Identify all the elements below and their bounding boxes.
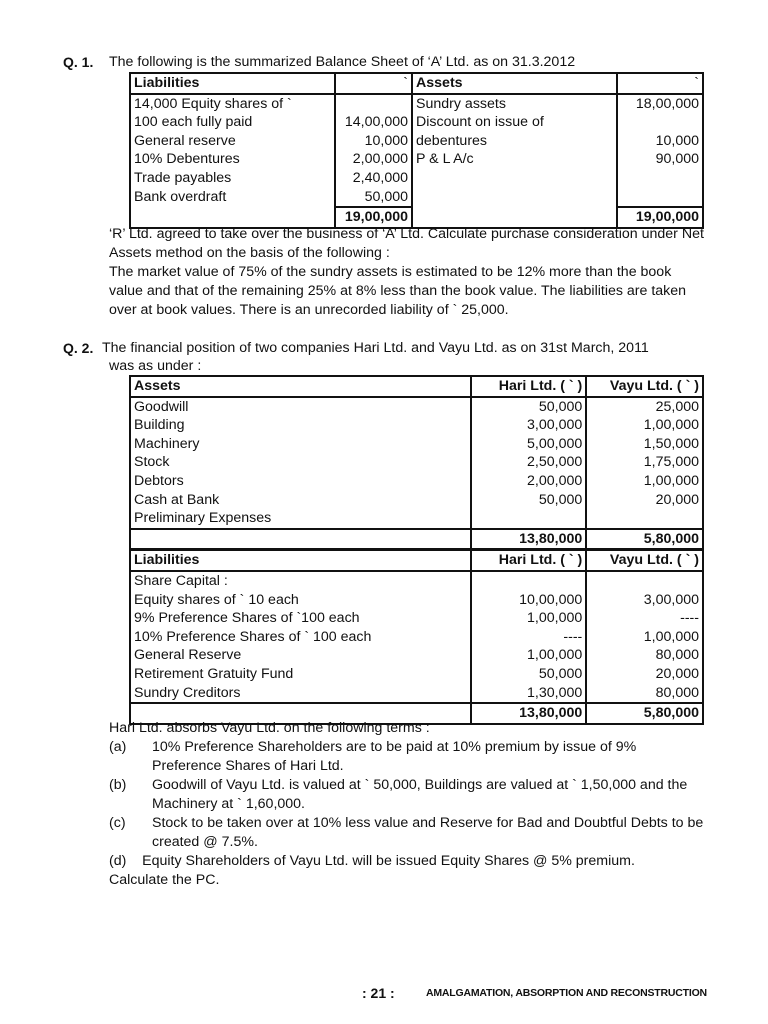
table-row: 10% Debentures 2,00,000 P & L A/c 90,000 — [130, 150, 703, 169]
table-row: General Reserve 1,00,000 80,000 — [130, 646, 703, 665]
q2-assets-header-row — [130, 376, 703, 397]
q2-term-d: (d) Equity Shareholders of Vayu Ltd. will be issued Equity Shares @ 5% premium. — [109, 853, 635, 869]
q1-intro: The following is the summarized Balance Sheet of ‘A’ Ltd. as on 31.3.2012 — [109, 54, 576, 70]
q2-assets-total-vayu: 5,80,000 — [643, 530, 699, 547]
q2-assets-header: Assets — [130, 376, 471, 397]
q2-vayu-header: Vayu Ltd. ( ` ) — [609, 378, 699, 394]
table-row: Stock 2,50,000 1,75,000 — [130, 453, 703, 472]
q1-liab-currency: ` — [335, 73, 412, 94]
q2-liab-header-row — [130, 550, 703, 571]
table-row: Trade payables 2,40,000 — [130, 169, 703, 188]
q2-liab-total-vayu: 5,80,000 — [643, 705, 699, 722]
table-row: Share Capital : — [130, 571, 703, 591]
q2-term-b: (b) Goodwill of Vayu Ltd. is valued at ` 50,000, Buildings are valued at ` 1,50,000 and the Machinery at ` 1,60,000. — [109, 777, 688, 812]
q1-header-row — [130, 73, 703, 94]
q2-intro-line2: was as under : — [109, 358, 202, 374]
table-row: 9% Preference Shares of `100 each 1,00,000 ---- — [130, 609, 703, 628]
q1-assets-currency: ` — [694, 75, 699, 91]
table-row: Retirement Gratuity Fund 50,000 20,000 — [130, 665, 703, 684]
q1-balance-sheet — [129, 72, 704, 229]
table-row: Building 3,00,000 1,00,000 — [130, 416, 703, 435]
table-row: 14,000 Equity shares of ` Sundry assets 18,00,000 — [130, 94, 703, 114]
table-row: Bank overdraft 50,000 — [130, 188, 703, 208]
table-row: Preliminary Expenses — [130, 509, 703, 529]
footer-title: AMALGAMATION, ABSORPTION AND RECONSTRUCTION — [426, 987, 707, 999]
q2-liab-vayu-header: Vayu Ltd. ( ` ) — [609, 552, 699, 569]
table-row: 10% Preference Shares of ` 100 each ---- 1,00,000 — [130, 628, 703, 647]
q1-liabilities-header: Liabilities — [130, 73, 335, 94]
table-row: Debtors 2,00,000 1,00,000 — [130, 472, 703, 491]
table-row: Sundry Creditors 1,30,000 80,000 — [130, 684, 703, 704]
table-row: General reserve 10,000 debentures 10,000 — [130, 132, 703, 151]
table-row: Equity shares of ` 10 each 10,00,000 3,00,000 — [130, 591, 703, 610]
table-row: Goodwill 50,000 25,000 — [130, 397, 703, 417]
q2-terms — [109, 719, 707, 890]
q2-liabilities-header: Liabilities — [130, 550, 471, 571]
q2-assets-total-hari: 13,80,000 — [471, 529, 587, 550]
q2-assets-total-row — [130, 529, 703, 550]
q2-number: Q. 2. — [63, 340, 94, 356]
q1-total-liabilities: 19,00,000 — [335, 207, 412, 228]
q1-paragraph-2: The market value of 75% of the sundry assets is estimated to be 12% more than the book value and that of the remaining 25% at 8% less than the book value. The liabilities are taken over at book values. There is an unrecorded liability of ` 25,000. — [109, 264, 687, 318]
q2-intro-line1: The financial position of two companies Hari Ltd. and Vayu Ltd. as on 31st March, 2011 — [102, 340, 649, 356]
q2-financial-table — [129, 375, 704, 725]
table-row: Machinery 5,00,000 1,50,000 — [130, 435, 703, 454]
q2-term-c: (c) Stock to be taken over at 10% less value and Reserve for Bad and Doubtful Debts to be created @ 7.5%. — [109, 815, 704, 850]
q2-term-a: (a) 10% Preference Shareholders are to be paid at 10% premium by issue of 9% Preference Shares of Hari Ltd. — [109, 739, 637, 774]
q2-terms-intro: Hari Ltd. absorbs Vayu Ltd. on the following terms : — [109, 720, 430, 736]
q1-total-assets: 19,00,000 — [617, 207, 703, 228]
q2-final-instruction: Calculate the PC. — [109, 872, 220, 888]
q2-liab-total-hari: 13,80,000 — [471, 703, 587, 724]
page-number: : 21 : — [362, 985, 395, 1001]
q1-number: Q. 1. — [63, 54, 94, 70]
table-row: Cash at Bank 50,000 20,000 — [130, 491, 703, 510]
q1-paragraph-1: ‘R’ Ltd. agreed to take over the business of ‘A’ Ltd. Calculate purchase consideration under Net Assets method on the basis of the following : — [109, 226, 704, 261]
table-row: 100 each fully paid 14,00,000 Discount on issue of — [130, 113, 703, 132]
q2-liab-hari-header: Hari Ltd. ( ` ) — [471, 550, 587, 571]
q1-assets-header: Assets — [412, 73, 617, 94]
q2-hari-header: Hari Ltd. ( ` ) — [471, 376, 587, 397]
